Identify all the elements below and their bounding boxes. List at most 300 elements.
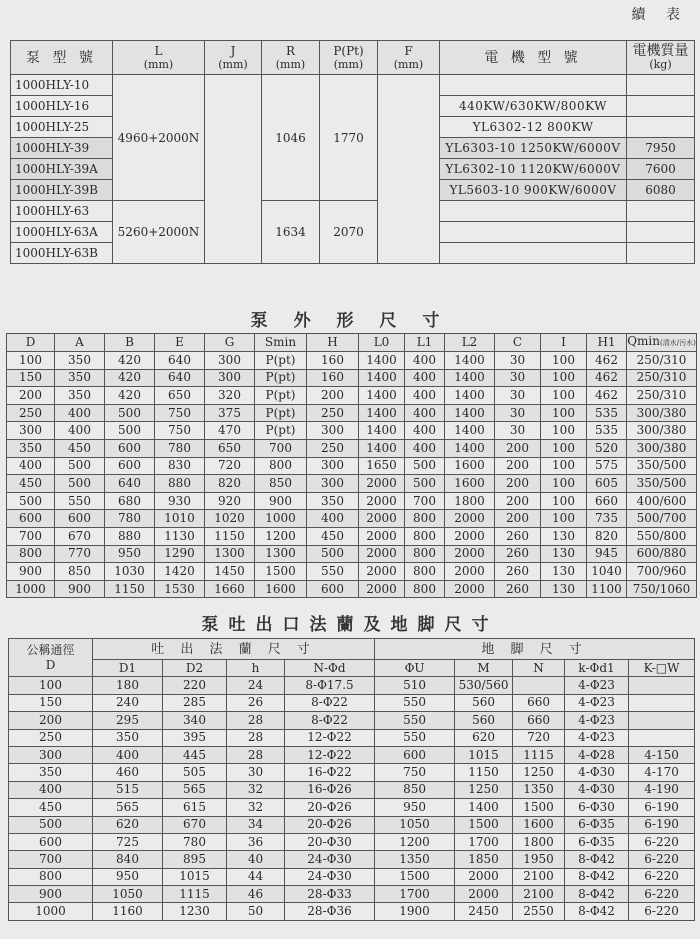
dimension-cell: 1450	[205, 563, 255, 581]
flange-cell: 1400	[455, 799, 513, 816]
dimension-cell: 2000	[445, 580, 495, 598]
pump-model-cell: 1000HLY-10	[11, 75, 113, 96]
motor-mass-cell	[627, 96, 695, 117]
dimension-cell: 400	[307, 510, 359, 528]
dimension-cell: 1150	[205, 527, 255, 545]
flange-cell: 2100	[513, 886, 565, 903]
flange-cell: 2000	[455, 868, 513, 885]
flange-cell	[629, 729, 695, 746]
dimension-cell: 1660	[205, 580, 255, 598]
dimension-cell: 300	[205, 352, 255, 370]
dimension-cell: 300	[307, 457, 359, 475]
dimension-cell: 800	[7, 545, 55, 563]
dimension-cell: 800	[405, 527, 445, 545]
header-e: E	[155, 334, 205, 352]
dimension-cell: 830	[155, 457, 205, 475]
motor-model-cell	[440, 222, 627, 243]
dimension-cell: 1400	[445, 369, 495, 387]
flange-row	[9, 729, 695, 746]
dimension-cell: 200	[495, 475, 541, 493]
flange-cell: 32	[227, 781, 285, 798]
flange-cell: 6-Φ35	[565, 833, 629, 850]
flange-cell: 26	[227, 694, 285, 711]
P-cell: 2070	[320, 201, 378, 264]
flange-cell: 565	[163, 781, 227, 798]
dimension-cell: 1020	[205, 510, 255, 528]
motor-model-cell: YL6303-10 1250KW/6000V	[440, 138, 627, 159]
dimension-cell: 100	[541, 439, 587, 457]
dimension-cell: 2000	[445, 563, 495, 581]
R-cell: 1634	[262, 201, 320, 264]
flange-cell: 1350	[375, 851, 455, 868]
qmin-note: (清水/污水)	[659, 339, 696, 347]
dimension-cell: 350	[7, 439, 55, 457]
dimension-row	[7, 404, 697, 422]
dimension-cell: 375	[205, 404, 255, 422]
dimension-cell: 500/700	[627, 510, 697, 528]
dimension-row	[7, 457, 697, 475]
dimension-cell: 420	[105, 369, 155, 387]
flange-cell: 40	[227, 851, 285, 868]
dimension-cell: 650	[155, 387, 205, 405]
dimension-cell: 200	[495, 457, 541, 475]
flange-cell: 6-220	[629, 886, 695, 903]
dimension-cell: 1500	[255, 563, 307, 581]
flange-cell: 100	[9, 677, 93, 694]
motor-model-cell: 440KW/630KW/800KW	[440, 96, 627, 117]
flange-cell: 515	[93, 781, 163, 798]
flange-cell: 250	[9, 729, 93, 746]
dimension-cell: 1300	[205, 545, 255, 563]
dimension-cell: 535	[587, 422, 627, 440]
header-d: D	[7, 334, 55, 352]
dimension-cell: 160	[307, 369, 359, 387]
header-c: C	[495, 334, 541, 352]
flange-cell: 950	[375, 799, 455, 816]
flange-row	[9, 781, 695, 798]
flange-cell: 200	[9, 712, 93, 729]
dimension-cell: 300	[7, 422, 55, 440]
dimension-cell: 680	[105, 492, 155, 510]
dimension-cell: 820	[205, 475, 255, 493]
dimension-row	[7, 369, 697, 387]
flange-cell: 1350	[513, 781, 565, 798]
dimension-cell: 2000	[359, 510, 405, 528]
dimension-cell: 850	[255, 475, 307, 493]
dimension-cell: 30	[495, 369, 541, 387]
flange-cell: 28-Φ36	[285, 903, 375, 920]
dimension-cell: 250/310	[627, 352, 697, 370]
dimension-cell: 1400	[359, 404, 405, 422]
flange-cell: 1500	[455, 816, 513, 833]
dimension-cell: 660	[587, 492, 627, 510]
flange-cell: 4-170	[629, 764, 695, 781]
dimension-row	[7, 510, 697, 528]
dimension-cell: 400/600	[627, 492, 697, 510]
dimension-cell: 800	[405, 580, 445, 598]
dimension-row	[7, 422, 697, 440]
pump-model-cell: 1000HLY-63B	[11, 243, 113, 264]
dimension-cell: 720	[205, 457, 255, 475]
flange-cell: 4-Φ23	[565, 677, 629, 694]
dimension-cell: 300	[307, 475, 359, 493]
flange-cell: 2000	[455, 886, 513, 903]
dimension-cell: 1400	[445, 352, 495, 370]
dimension-cell: 100	[541, 510, 587, 528]
dimension-cell: 1290	[155, 545, 205, 563]
flange-cell: 36	[227, 833, 285, 850]
dimension-cell: 470	[205, 422, 255, 440]
flange-cell	[513, 677, 565, 694]
dimension-cell: 2000	[359, 475, 405, 493]
flange-cell: 2450	[455, 903, 513, 920]
motor-model-cell	[440, 201, 627, 222]
flange-cell: 1700	[375, 886, 455, 903]
R-cell: 1046	[262, 75, 320, 201]
motor-mass-cell	[627, 201, 695, 222]
dimension-cell: 700	[7, 527, 55, 545]
dimension-cell: 300/380	[627, 422, 697, 440]
dimension-cell: 200	[495, 439, 541, 457]
subheader-cell: D2	[163, 660, 227, 677]
dimension-cell: 850	[55, 563, 105, 581]
dimension-cell: 420	[105, 387, 155, 405]
flange-foot-title: 泵吐出口法蘭及地脚尺寸	[201, 615, 499, 635]
subheader-cell: N-Φd	[285, 660, 375, 677]
dimension-cell: 462	[587, 369, 627, 387]
flange-foot-table	[8, 638, 695, 921]
dimension-cell: 100	[541, 492, 587, 510]
dimension-cell: 300/380	[627, 439, 697, 457]
dimension-cell: 1400	[445, 404, 495, 422]
flange-cell: 24	[227, 677, 285, 694]
dimension-cell: 500	[105, 404, 155, 422]
flange-cell: 28	[227, 729, 285, 746]
flange-cell: 6-Φ35	[565, 816, 629, 833]
dimension-cell: 500	[405, 457, 445, 475]
motor-mass-cell	[627, 117, 695, 138]
dimension-cell: 900	[255, 492, 307, 510]
flange-cell: 350	[9, 764, 93, 781]
dimension-cell: 400	[405, 352, 445, 370]
flange-cell: 530/560	[455, 677, 513, 694]
motor-model-cell	[440, 243, 627, 264]
dimension-row	[7, 492, 697, 510]
flange-cell: 550	[375, 712, 455, 729]
flange-cell: 720	[513, 729, 565, 746]
flange-cell: 505	[163, 764, 227, 781]
subheader-cell: D1	[93, 660, 163, 677]
dimension-cell: 600	[307, 580, 359, 598]
flange-cell: 6-220	[629, 903, 695, 920]
dimension-cell: 780	[105, 510, 155, 528]
dimension-row	[7, 439, 697, 457]
dimension-cell: 400	[55, 422, 105, 440]
dimension-cell: 100	[541, 457, 587, 475]
flange-row	[9, 816, 695, 833]
dimension-cell: 1420	[155, 563, 205, 581]
dimension-cell: 2000	[445, 510, 495, 528]
flange-row	[9, 764, 695, 781]
dimension-cell: 130	[541, 580, 587, 598]
dimension-row	[7, 527, 697, 545]
header-motor-mass: 電機質量 (kg)	[627, 41, 695, 75]
flange-cell: 4-Φ23	[565, 712, 629, 729]
flange-row	[9, 886, 695, 903]
header-g: G	[205, 334, 255, 352]
dimension-cell: 400	[405, 439, 445, 457]
header-nominal-diameter: 公稱通徑 D	[9, 639, 93, 677]
flange-cell: 550	[375, 729, 455, 746]
motor-mass-cell	[627, 75, 695, 96]
dimension-cell: 400	[405, 369, 445, 387]
J-cell	[205, 75, 262, 264]
flange-cell: 1050	[375, 816, 455, 833]
flange-cell: 750	[375, 764, 455, 781]
flange-cell: 8-Φ17.5	[285, 677, 375, 694]
dimension-row	[7, 475, 697, 493]
flange-row	[9, 746, 695, 763]
dimension-cell: 350/500	[627, 457, 697, 475]
pump-model-cell: 1000HLY-39A	[11, 159, 113, 180]
flange-cell: 460	[93, 764, 163, 781]
motor-mass-cell: 7950	[627, 138, 695, 159]
dimension-cell: 350	[55, 369, 105, 387]
flange-row	[9, 677, 695, 694]
flange-cell: 300	[9, 746, 93, 763]
flange-cell: 600	[9, 833, 93, 850]
flange-cell: 660	[513, 712, 565, 729]
header-motor-model: 電 機 型 號	[440, 41, 627, 75]
dimension-cell: 770	[55, 545, 105, 563]
dimension-cell: 735	[587, 510, 627, 528]
dimension-cell: 640	[155, 352, 205, 370]
dimension-cell: P(pt)	[255, 422, 307, 440]
flange-cell: 1115	[163, 886, 227, 903]
dimension-cell: 700	[405, 492, 445, 510]
flange-cell: 350	[93, 729, 163, 746]
motor-mass-cell	[627, 243, 695, 264]
dimension-cell: 600	[7, 510, 55, 528]
flange-cell: 445	[163, 746, 227, 763]
dimension-row	[7, 580, 697, 598]
dimension-cell: 2000	[359, 580, 405, 598]
dimension-cell: 1400	[445, 387, 495, 405]
flange-cell: 50	[227, 903, 285, 920]
flange-cell	[629, 712, 695, 729]
flange-cell: 550	[375, 694, 455, 711]
dimension-cell: 780	[155, 439, 205, 457]
subheader-cell: M	[455, 660, 513, 677]
flange-cell: 6-220	[629, 833, 695, 850]
flange-cell: 560	[455, 694, 513, 711]
dimension-cell: 400	[7, 457, 55, 475]
dimension-row	[7, 545, 697, 563]
dimension-cell: 100	[541, 475, 587, 493]
flange-cell: 1850	[455, 851, 513, 868]
dimension-cell: 200	[7, 387, 55, 405]
dimension-cell: 2000	[445, 527, 495, 545]
pump-model-cell: 1000HLY-39B	[11, 180, 113, 201]
header-b: B	[105, 334, 155, 352]
pump-model-cell: 1000HLY-25	[11, 117, 113, 138]
dimension-cell: 550	[55, 492, 105, 510]
dimension-cell: 1130	[155, 527, 205, 545]
flange-cell: 4-Φ23	[565, 729, 629, 746]
subheader-cell: k-Φd1	[565, 660, 629, 677]
dimension-cell: 1800	[445, 492, 495, 510]
flange-cell: 32	[227, 799, 285, 816]
flange-cell: 1015	[163, 868, 227, 885]
outline-dimensions-table	[6, 333, 697, 598]
flange-cell: 1950	[513, 851, 565, 868]
subheader-cell: N	[513, 660, 565, 677]
header-l0: L0	[359, 334, 405, 352]
flange-cell: 565	[93, 799, 163, 816]
flange-cell: 8-Φ42	[565, 886, 629, 903]
flange-cell: 24-Φ30	[285, 851, 375, 868]
dimension-cell: 350	[55, 352, 105, 370]
flange-cell	[629, 694, 695, 711]
dimension-cell: 30	[495, 352, 541, 370]
dimension-cell: 820	[587, 527, 627, 545]
subheader-cell: K-□W	[629, 660, 695, 677]
header-foot-group: 地 脚 尺 寸	[375, 639, 695, 660]
dimension-cell: 30	[495, 387, 541, 405]
dimension-cell: 1400	[359, 439, 405, 457]
flange-cell: 1600	[513, 816, 565, 833]
header-a: A	[55, 334, 105, 352]
dimension-cell: 462	[587, 387, 627, 405]
flange-cell: 400	[9, 781, 93, 798]
flange-cell: 850	[375, 781, 455, 798]
dimension-cell: P(pt)	[255, 369, 307, 387]
dimension-cell: 930	[155, 492, 205, 510]
dimension-cell: 200	[307, 387, 359, 405]
flange-cell: 2550	[513, 903, 565, 920]
flange-cell: 340	[163, 712, 227, 729]
L-cell: 4960+2000N	[113, 75, 205, 201]
header-smin: Smin	[255, 334, 307, 352]
motor-model-cell: YL5603-10 900KW/6000V	[440, 180, 627, 201]
flange-cell: 4-Φ28	[565, 746, 629, 763]
dimension-cell: 1000	[7, 580, 55, 598]
flange-cell: 20-Φ26	[285, 799, 375, 816]
flange-cell: 1800	[513, 833, 565, 850]
dimension-cell: 350	[55, 387, 105, 405]
flange-cell: 12-Φ22	[285, 746, 375, 763]
flange-cell: 16-Φ26	[285, 781, 375, 798]
dimension-cell: 900	[7, 563, 55, 581]
flange-cell: 1900	[375, 903, 455, 920]
header-h1: H1	[587, 334, 627, 352]
dimension-cell: 640	[155, 369, 205, 387]
flange-cell: 1230	[163, 903, 227, 920]
dimension-cell: 750	[155, 422, 205, 440]
dimension-row	[7, 387, 697, 405]
dimension-cell: 100	[541, 422, 587, 440]
flange-cell: 285	[163, 694, 227, 711]
dimension-cell: 520	[587, 439, 627, 457]
flange-cell: 150	[9, 694, 93, 711]
dimension-cell: 1600	[445, 475, 495, 493]
dimension-cell: 250	[307, 404, 359, 422]
dimension-cell: 800	[255, 457, 307, 475]
dimension-cell: 650	[205, 439, 255, 457]
header-pump-model: 泵 型 號	[11, 41, 113, 75]
flange-cell: 1250	[455, 781, 513, 798]
flange-cell: 6-220	[629, 868, 695, 885]
header-h: H	[307, 334, 359, 352]
flange-row	[9, 851, 695, 868]
dimension-cell: 1400	[359, 387, 405, 405]
dimension-cell: 640	[105, 475, 155, 493]
dimension-cell: 670	[55, 527, 105, 545]
dimension-cell: 920	[205, 492, 255, 510]
flange-cell: 1500	[513, 799, 565, 816]
dimension-cell: 420	[105, 352, 155, 370]
dimension-cell: 250/310	[627, 369, 697, 387]
flange-row	[9, 799, 695, 816]
flange-cell: 240	[93, 694, 163, 711]
motor-model-cell: YL6302-12 800KW	[440, 117, 627, 138]
pump-model-cell: 1000HLY-39	[11, 138, 113, 159]
flange-cell: 615	[163, 799, 227, 816]
dimension-cell: 1600	[255, 580, 307, 598]
dimension-cell: 880	[105, 527, 155, 545]
flange-cell: 1700	[455, 833, 513, 850]
flange-cell: 220	[163, 677, 227, 694]
flange-cell: 725	[93, 833, 163, 850]
dimension-cell: 2000	[359, 492, 405, 510]
flange-cell: 20-Φ26	[285, 816, 375, 833]
dimension-cell: 200	[495, 492, 541, 510]
dimension-cell: 250	[307, 439, 359, 457]
dimension-cell: 1300	[255, 545, 307, 563]
dimension-cell: 130	[541, 563, 587, 581]
dimension-row	[7, 563, 697, 581]
pump-model-cell: 1000HLY-63	[11, 201, 113, 222]
dimension-cell: 700/960	[627, 563, 697, 581]
flange-cell: 295	[93, 712, 163, 729]
pump-model-cell: 1000HLY-63A	[11, 222, 113, 243]
dimension-cell: 700	[255, 439, 307, 457]
dimension-cell: P(pt)	[255, 352, 307, 370]
continued-label: 續 表	[631, 7, 688, 23]
flange-cell: 1250	[513, 764, 565, 781]
dimension-cell: 500	[405, 475, 445, 493]
motor-mass-cell: 6080	[627, 180, 695, 201]
header-P: P(Pt) (mm)	[320, 41, 378, 75]
dimension-cell: 1400	[445, 439, 495, 457]
flange-cell: 6-190	[629, 816, 695, 833]
flange-cell: 450	[9, 799, 93, 816]
flange-cell: 510	[375, 677, 455, 694]
flange-cell: 28-Φ33	[285, 886, 375, 903]
dimension-cell: 500	[307, 545, 359, 563]
flange-row	[9, 694, 695, 711]
dimension-cell: 600	[55, 510, 105, 528]
flange-cell: 28	[227, 746, 285, 763]
dimension-cell: 462	[587, 352, 627, 370]
flange-cell: 4-190	[629, 781, 695, 798]
dimension-cell: 260	[495, 580, 541, 598]
dimension-cell: 575	[587, 457, 627, 475]
dimension-cell: 945	[587, 545, 627, 563]
motor-model-cell: YL6302-10 1120KW/6000V	[440, 159, 627, 180]
dimension-cell: 1400	[359, 352, 405, 370]
dimension-cell: 800	[405, 545, 445, 563]
